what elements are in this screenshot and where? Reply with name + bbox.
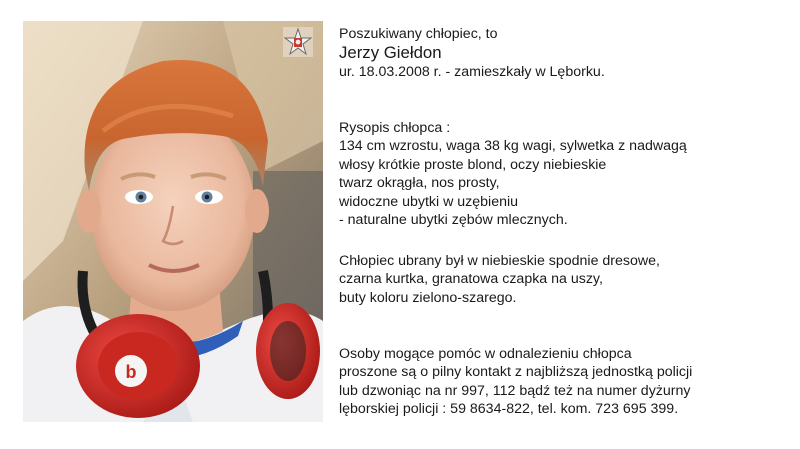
- intro-block: [339, 25, 789, 82]
- description-block: [339, 119, 687, 229]
- police-emblem-icon: [283, 27, 313, 57]
- boy-photo: [23, 21, 323, 422]
- description-line: widoczne ubytki w uzębieniu: [339, 193, 519, 210]
- contact-line: proszone są o pilny kontakt z najbliższą jednostką policji: [339, 364, 693, 381]
- description-line: twarz okrągła, nos prosty,: [339, 175, 500, 192]
- description-line: 134 cm wzrostu, waga 38 kg wagi, sylwetka z nadwagą: [339, 138, 687, 155]
- birth-residence-line: ur. 18.03.2008 r. - zamieszkały w Lęborku.: [339, 64, 605, 81]
- notice-text: [339, 25, 789, 418]
- missing-person-name: Jerzy Giełdon: [339, 43, 442, 63]
- contact-line: lęborskiej policji : 59 8634-822, tel. kom. 723 695 399.: [339, 401, 679, 418]
- clothing-line: buty koloru zielono-szarego.: [339, 289, 517, 306]
- intro-line: Poszukiwany chłopiec, to: [339, 26, 498, 42]
- description-heading: Rysopis chłopca :: [339, 120, 451, 136]
- contact-line: Osoby mogące pomóc w odnalezieniu chłopca: [339, 346, 632, 362]
- description-line: - naturalne ubytki zębów mlecznych.: [339, 212, 568, 229]
- clothing-line: Chłopiec ubrany był w niebieskie spodnie dresowe,: [339, 253, 660, 269]
- clothing-block: [339, 252, 660, 307]
- svg-text:b: b: [125, 362, 137, 382]
- contact-block: [339, 345, 692, 419]
- clothing-line: czarna kurtka, granatowa czapka na uszy,: [339, 271, 603, 288]
- description-line: włosy krótkie proste blond, oczy niebieskie: [339, 156, 607, 173]
- boy-portrait-illustration: [23, 21, 323, 422]
- contact-line: lub dzwoniąc na nr 997, 112 bądź też na numer dyżurny: [339, 382, 691, 399]
